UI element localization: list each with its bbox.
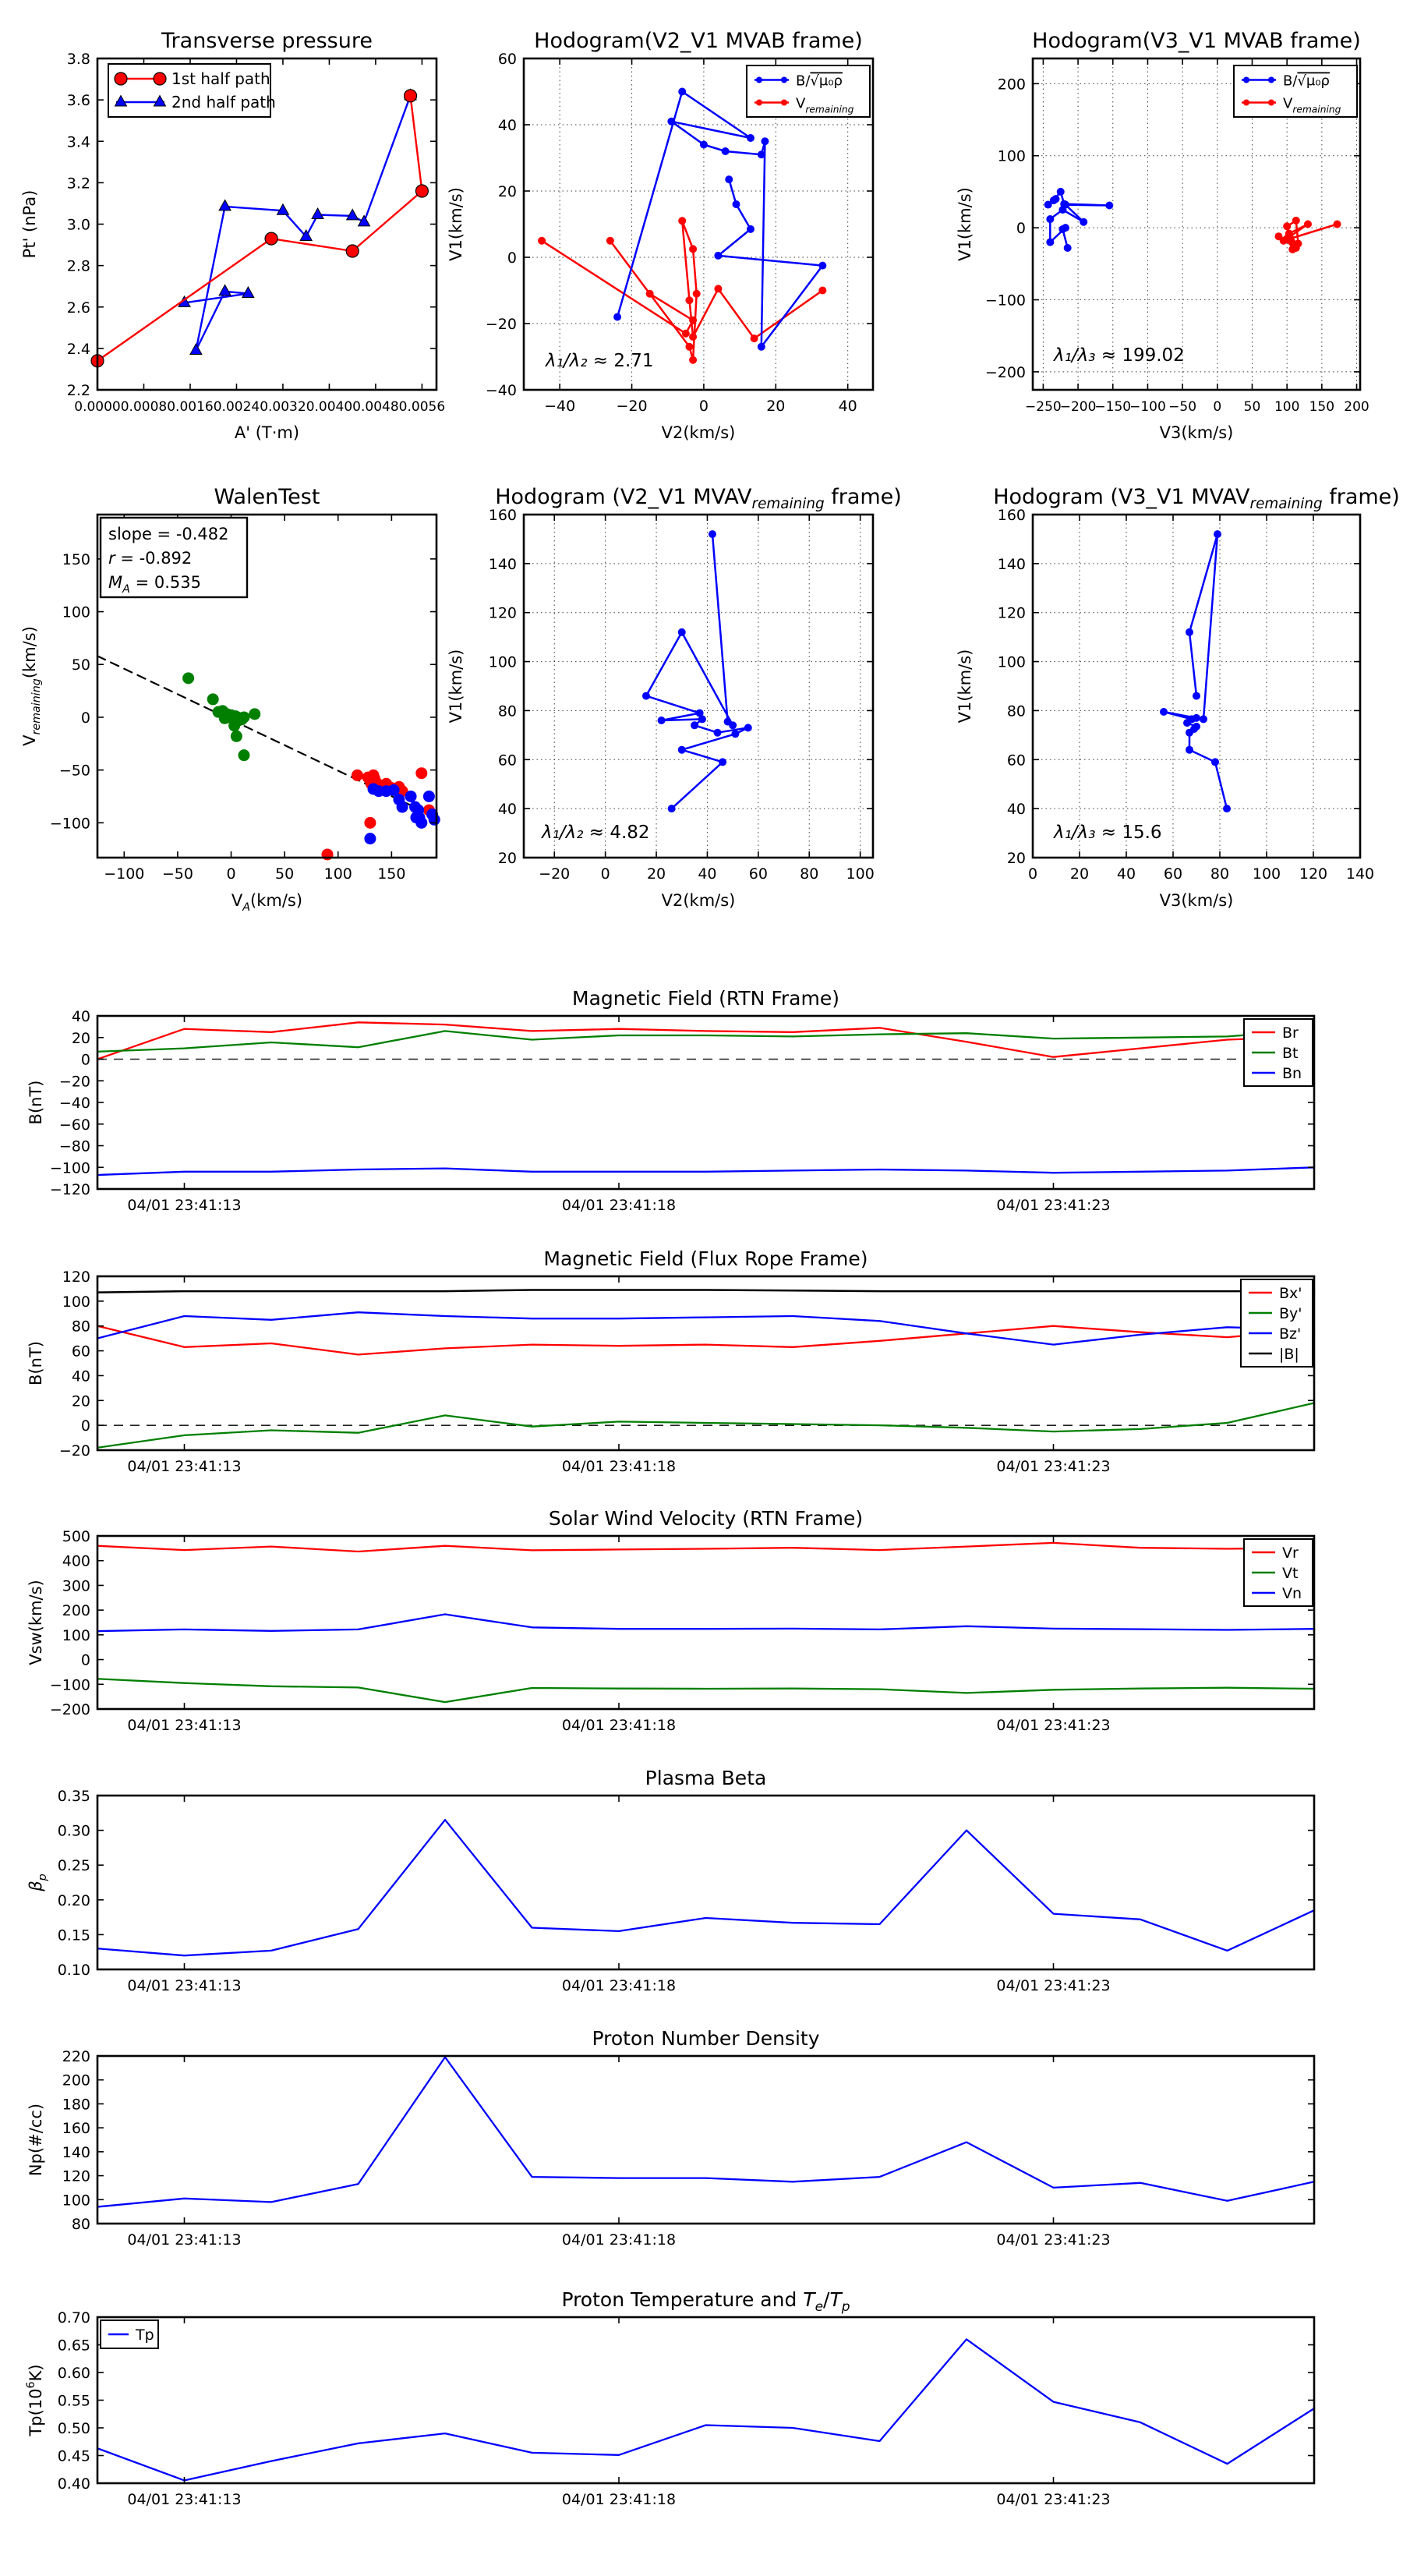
series-beta_p: [97, 1820, 1314, 1955]
walen-test-svg: [0, 456, 475, 959]
y-tick-label: −40: [58, 1095, 90, 1112]
y-tick-label: 20: [1006, 850, 1026, 867]
legend-label: Tp: [136, 2327, 154, 2344]
magnetic-field-rtn-svg: [0, 959, 1403, 1224]
x-tick-label: 04/01 23:41:13: [127, 1197, 242, 1214]
y-tick-label: 180: [62, 2096, 90, 2114]
axes-frame: [97, 2317, 1314, 2483]
y-tick-label: 40: [1006, 801, 1026, 819]
legend-label: B/√μ₀ρ: [1283, 73, 1330, 90]
panel-proton-temperature: [0, 2257, 1403, 2573]
y-tick-label: 100: [62, 1293, 90, 1311]
y-tick-label: 0.45: [57, 2447, 90, 2465]
series-V_{remaining}: [542, 221, 822, 360]
y-axis-label: B(nT): [27, 1080, 45, 1125]
y-tick-label: 0.10: [57, 1962, 90, 1979]
legend-label: By': [1279, 1305, 1302, 1322]
x-tick-label: 04/01 23:41:23: [996, 1197, 1111, 1214]
y-tick-label: 140: [997, 555, 1026, 573]
x-tick-label: 04/01 23:41:23: [996, 2231, 1111, 2249]
x-tick-label: 0.0016: [167, 399, 214, 415]
y-tick-label: 0.15: [57, 1927, 90, 1944]
x-tick-label: −50: [161, 865, 193, 883]
y-tick-label: −200: [49, 1701, 90, 1718]
x-tick-label: 04/01 23:41:13: [127, 1977, 242, 1994]
panel-plasma-beta: [0, 1739, 1403, 2000]
x-tick-label: 04/01 23:41:18: [561, 1458, 677, 1475]
y-axis-label: V1(km/s): [447, 187, 465, 261]
y-tick-label: 20: [497, 183, 517, 200]
y-tick-label: 0: [80, 1651, 90, 1669]
series-Bz': [97, 1312, 1314, 1344]
legend-label: Vr: [1282, 1545, 1299, 1562]
panel-solar-wind-velocity: [0, 1481, 1403, 1739]
y-tick-label: −20: [58, 1073, 90, 1091]
y-axis-label: Vsw(km/s): [27, 1580, 45, 1665]
panel-transverse-pressure: [0, 0, 475, 456]
y-tick-label: 120: [62, 1269, 90, 1286]
plot-title: Hodogram(V3_V1 MVAB frame): [1032, 29, 1361, 53]
y-tick-label: −60: [58, 1116, 90, 1134]
series-Tp: [97, 2339, 1314, 2480]
x-tick-label: 0: [1213, 399, 1222, 415]
y-tick-label: 0.50: [57, 2420, 90, 2437]
series-Bx': [97, 1326, 1314, 1355]
y-axis-label: V1(km/s): [956, 649, 974, 724]
y-tick-label: 80: [71, 1318, 90, 1336]
x-tick-label: −20: [616, 398, 648, 415]
y-tick-label: 200: [62, 2072, 90, 2089]
y-tick-label: 0.30: [57, 1822, 90, 1840]
y-tick-label: 80: [497, 702, 517, 720]
x-tick-label: −150: [1094, 399, 1132, 415]
x-tick-label: 60: [748, 865, 768, 883]
x-tick-label: 0.0032: [260, 399, 306, 415]
y-tick-label: 0.65: [57, 2337, 90, 2355]
plot-title: WalenTest: [214, 485, 320, 509]
y-tick-label: 50: [71, 656, 90, 674]
annotation: λ₁/λ₃ ≈ 15.6: [1054, 823, 1162, 843]
y-tick-label: 40: [497, 117, 517, 134]
y-tick-label: 100: [997, 147, 1026, 165]
y-tick-label: 0.70: [57, 2309, 90, 2327]
legend-label: 2nd half path: [171, 93, 276, 111]
axes-frame: [97, 1276, 1314, 1450]
legend-label: Bz': [1279, 1325, 1302, 1343]
x-axis-label: V3(km/s): [1159, 423, 1234, 442]
x-tick-label: 04/01 23:41:18: [561, 1717, 677, 1734]
panel-magnetic-field-rtn: [0, 959, 1403, 1224]
x-axis-label: A' (T·m): [234, 423, 300, 442]
x-tick-label: 04/01 23:41:23: [996, 2491, 1111, 2508]
x-tick-label: 40: [698, 865, 717, 883]
y-tick-label: 0: [80, 1417, 90, 1435]
x-tick-label: 20: [766, 398, 786, 415]
x-tick-label: 140: [1345, 865, 1375, 883]
x-tick-label: 40: [1116, 865, 1136, 883]
y-tick-label: 20: [71, 1392, 90, 1410]
x-tick-label: 120: [1299, 865, 1328, 883]
series-|B|: [97, 1290, 1314, 1293]
magnetic-field-flux-rope-svg: [0, 1224, 1403, 1481]
transverse-pressure-svg: [0, 0, 475, 456]
x-tick-label: 60: [1163, 865, 1183, 883]
plot-title: Magnetic Field (RTN Frame): [572, 987, 839, 1010]
hodogram-v3v1-mvab-svg: [951, 0, 1403, 456]
hodogram-v2v1-mvab-svg: [447, 0, 951, 456]
legend-label: $V_{remaining}$: [796, 95, 854, 115]
y-tick-label: −50: [58, 762, 90, 780]
legend-label: 1st half path: [171, 69, 270, 88]
y-tick-label: −100: [984, 292, 1026, 310]
y-tick-label: −20: [485, 316, 517, 333]
y-tick-label: 60: [497, 752, 517, 770]
plot-title: Hodogram(V2_V1 MVAB frame): [534, 29, 863, 53]
x-tick-label: 100: [1274, 399, 1300, 415]
y-tick-label: −40: [485, 382, 517, 399]
y-tick-label: 80: [71, 2216, 90, 2233]
y-tick-label: 3.8: [66, 51, 90, 68]
y-tick-label: 2.2: [66, 382, 90, 399]
plot-title: Transverse pressure: [161, 29, 373, 53]
y-tick-label: 100: [997, 653, 1026, 671]
y-tick-label: 60: [497, 51, 517, 68]
x-tick-label: 0: [600, 865, 610, 883]
plot-title: Plasma Beta: [645, 1767, 767, 1789]
y-tick-label: 0: [80, 709, 90, 727]
series-Br: [97, 1022, 1314, 1059]
y-tick-label: 120: [488, 604, 517, 622]
y-tick-label: −100: [49, 1676, 90, 1694]
y-axis-label: V1(km/s): [447, 649, 465, 724]
series-1st half path: [97, 96, 422, 361]
x-tick-label: 20: [1069, 865, 1090, 883]
series-Vt: [97, 1679, 1314, 1702]
y-tick-label: 0: [507, 249, 517, 267]
x-tick-label: −250: [1025, 399, 1062, 415]
y-tick-label: 200: [62, 1602, 90, 1620]
x-axis-label: V2(km/s): [661, 891, 736, 910]
x-tick-label: 150: [377, 865, 406, 883]
x-tick-label: 0.0008: [120, 399, 168, 415]
y-tick-label: 0.60: [57, 2365, 90, 2382]
x-tick-label: 80: [1210, 865, 1230, 883]
x-tick-label: 04/01 23:41:18: [561, 1977, 677, 1994]
x-axis-label: V2(km/s): [661, 423, 736, 442]
y-tick-label: 100: [62, 2192, 90, 2210]
x-tick-label: 150: [1309, 399, 1335, 415]
panel-proton-number-density: [0, 2000, 1403, 2257]
x-tick-label: −20: [539, 865, 571, 883]
y-tick-label: 80: [1006, 702, 1026, 720]
x-tick-label: 50: [275, 865, 295, 883]
proton-temperature-svg: [0, 2257, 1403, 2573]
plot-title: Hodogram (V3_V1 $MVAV_{remaining}$ frame): [993, 485, 1400, 512]
hodogram-v2v1-mvav-svg: [447, 456, 951, 959]
y-tick-label: 60: [1006, 752, 1026, 770]
y-axis-label: $V_{remaining}(km/s)$: [20, 626, 43, 746]
x-tick-label: 50: [1243, 399, 1261, 415]
x-tick-label: 0.0056: [398, 399, 446, 415]
y-tick-label: 150: [62, 550, 90, 568]
legend-label: Bn: [1282, 1065, 1302, 1082]
legend-label: Vt: [1282, 1565, 1299, 1582]
x-tick-label: 04/01 23:41:18: [561, 1197, 677, 1214]
x-tick-label: 200: [1344, 399, 1369, 415]
x-tick-label: −40: [544, 398, 576, 415]
y-tick-label: 160: [488, 507, 517, 524]
y-axis-label: $\beta_p$: [27, 1874, 49, 1891]
series-V2_V1 path: [646, 534, 748, 809]
y-axis-label: Np(#/cc): [27, 2103, 45, 2177]
x-tick-label: 80: [800, 865, 819, 883]
series-Bn: [97, 1167, 1314, 1175]
x-tick-label: −50: [1168, 399, 1197, 415]
y-tick-label: 100: [62, 1626, 90, 1644]
y-axis-label: B(nT): [27, 1341, 45, 1385]
y-tick-label: 0.20: [57, 1891, 90, 1909]
y-tick-label: 500: [62, 1528, 90, 1545]
legend-label: Bt: [1282, 1045, 1299, 1062]
legend-label: B/√μ₀ρ: [796, 73, 843, 90]
x-tick-label: 04/01 23:41:13: [127, 1458, 242, 1475]
x-tick-label: 0: [698, 398, 709, 415]
y-tick-label: 400: [62, 1552, 90, 1570]
y-tick-label: 100: [488, 653, 517, 671]
x-tick-label: 100: [323, 865, 352, 883]
panel-hodogram-v2v1-mvav: [447, 456, 951, 959]
y-tick-label: 160: [997, 507, 1026, 524]
stats-line: slope = -0.482: [108, 525, 229, 543]
y-tick-label: 20: [71, 1029, 90, 1047]
legend-label: |B|: [1279, 1346, 1299, 1363]
stats-line: r = -0.892: [108, 549, 193, 568]
x-tick-label: 0: [226, 865, 236, 883]
plot-title: Solar Wind Velocity (RTN Frame): [548, 1507, 864, 1530]
x-tick-label: 100: [846, 865, 875, 883]
y-tick-label: 100: [62, 603, 90, 621]
y-tick-label: 220: [62, 2048, 90, 2065]
plasma-beta-svg: [0, 1739, 1403, 2000]
y-tick-label: 3.2: [66, 175, 90, 193]
axes-frame: [1033, 515, 1360, 858]
y-axis-label: V1(km/s): [956, 187, 974, 261]
y-tick-label: 0.40: [57, 2475, 90, 2493]
y-tick-label: 40: [71, 1008, 90, 1025]
x-tick-label: 0.0048: [352, 399, 399, 415]
y-tick-label: 200: [997, 76, 1026, 94]
stats-line: $M_A = 0.535$: [108, 573, 201, 596]
x-tick-label: 20: [646, 865, 666, 883]
y-tick-label: 40: [71, 1368, 90, 1385]
series-Vn: [97, 1615, 1314, 1632]
y-tick-label: 0.55: [57, 2392, 90, 2410]
x-tick-label: 04/01 23:41:18: [561, 2231, 677, 2249]
panel-magnetic-field-flux-rope: [0, 1224, 1403, 1481]
y-tick-label: 0.35: [57, 1788, 90, 1805]
y-tick-label: 0: [80, 1051, 90, 1069]
plot-title: Magnetic Field (Flux Rope Frame): [543, 1247, 868, 1270]
panel-hodogram-v3v1-mvav: [951, 456, 1403, 959]
y-tick-label: 0: [1016, 220, 1026, 238]
legend-label: Bx': [1279, 1285, 1302, 1302]
x-tick-label: −200: [1059, 399, 1097, 415]
y-tick-label: 3.0: [66, 216, 90, 234]
x-tick-label: 04/01 23:41:13: [127, 2231, 242, 2249]
y-tick-label: 3.4: [66, 133, 90, 151]
x-tick-label: 40: [838, 398, 857, 415]
annotation: λ₁/λ₂ ≈ 4.82: [542, 823, 650, 843]
y-tick-label: 120: [62, 2167, 90, 2185]
y-tick-label: 140: [488, 555, 517, 573]
plot-title: Hodogram (V2_V1 $MVAV_{remaining}$ frame): [495, 485, 902, 512]
hodogram-v3v1-mvav-svg: [951, 456, 1403, 959]
y-tick-label: −200: [984, 363, 1026, 381]
x-axis-label: $V_A(km/s)$: [231, 891, 303, 914]
x-tick-label: 04/01 23:41:23: [996, 1717, 1111, 1734]
y-tick-label: −120: [49, 1181, 90, 1198]
axes-frame: [97, 1796, 1314, 1969]
y-tick-label: 300: [62, 1577, 90, 1595]
y-tick-label: 40: [497, 801, 517, 819]
y-tick-label: 0.25: [57, 1857, 90, 1875]
y-tick-label: 120: [997, 604, 1026, 622]
y-tick-label: 140: [62, 2143, 90, 2161]
x-tick-label: −100: [104, 865, 145, 883]
annotation: λ₁/λ₃ ≈ 199.02: [1054, 345, 1185, 366]
axes-frame: [524, 515, 873, 858]
panel-walen-test: [0, 456, 475, 959]
x-tick-label: 0.0000: [74, 399, 121, 415]
x-tick-label: 0.0040: [306, 399, 353, 415]
annotation: λ₁/λ₂ ≈ 2.71: [546, 351, 654, 371]
y-axis-label: $Tp(10^6K)$: [25, 2364, 45, 2436]
plot-title: Proton Number Density: [592, 2027, 820, 2050]
x-tick-label: 04/01 23:41:13: [127, 2491, 242, 2508]
y-tick-label: 2.4: [66, 340, 90, 358]
axes-frame: [97, 1016, 1314, 1189]
proton-number-density-svg: [0, 2000, 1403, 2257]
y-tick-label: 2.6: [66, 299, 90, 317]
axes-frame: [97, 2056, 1314, 2224]
x-tick-label: 04/01 23:41:18: [561, 2491, 677, 2508]
axes-frame: [97, 1536, 1314, 1709]
y-tick-label: −100: [49, 1159, 90, 1177]
x-tick-label: 0: [1027, 865, 1038, 883]
y-tick-label: 160: [62, 2120, 90, 2138]
x-tick-label: 04/01 23:41:23: [996, 1458, 1111, 1475]
x-tick-label: 04/01 23:41:13: [127, 1717, 242, 1734]
y-tick-label: 3.6: [66, 92, 90, 110]
x-tick-label: −100: [1129, 399, 1166, 415]
y-axis-label: Pt' (nPa): [20, 189, 39, 259]
series-Np: [97, 2058, 1314, 2207]
legend-label: Vn: [1282, 1585, 1302, 1602]
legend-label: $V_{remaining}$: [1283, 95, 1341, 115]
plot-title: Proton Temperature and $T_e/T_p$: [561, 2288, 850, 2315]
x-axis-label: V3(km/s): [1159, 891, 1234, 910]
y-tick-label: −20: [58, 1442, 90, 1460]
y-tick-label: 20: [497, 850, 517, 867]
series-Vr: [97, 1543, 1314, 1552]
panel-hodogram-v3v1-mvab: [951, 0, 1403, 456]
y-tick-label: −80: [58, 1138, 90, 1155]
series-2nd half path: [185, 96, 411, 351]
solar-wind-velocity-svg: [0, 1481, 1403, 1739]
panel-hodogram-v2v1-mvab: [447, 0, 951, 456]
y-tick-label: −100: [49, 815, 90, 833]
x-tick-label: 0.0024: [213, 399, 260, 415]
x-tick-label: 100: [1252, 865, 1281, 883]
x-tick-label: 04/01 23:41:23: [996, 1977, 1111, 1994]
y-tick-label: 2.8: [66, 257, 90, 275]
legend-label: Br: [1282, 1024, 1299, 1042]
y-tick-label: 60: [71, 1343, 90, 1361]
